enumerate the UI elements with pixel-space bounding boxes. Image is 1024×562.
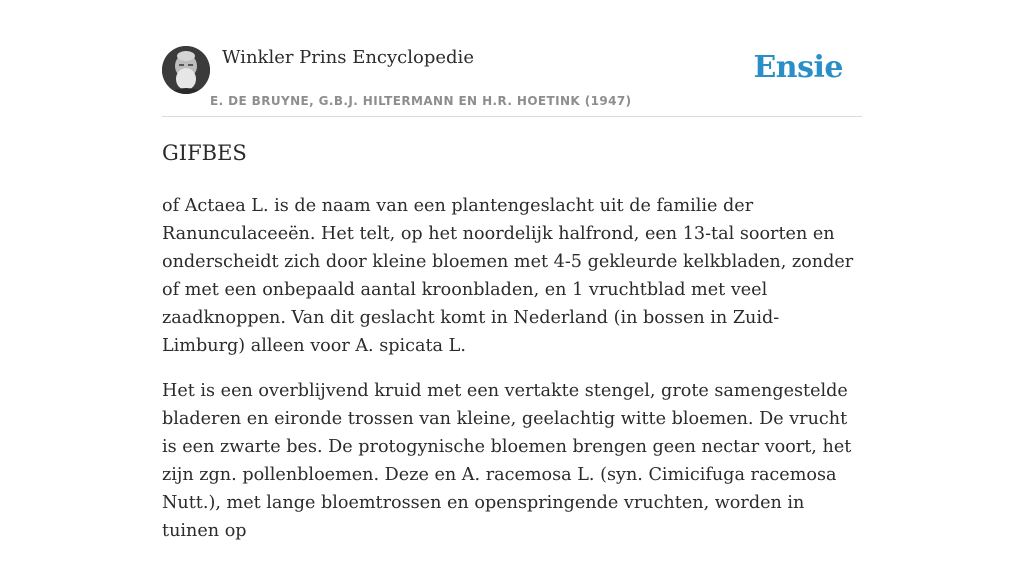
- source-title[interactable]: Winkler Prins Encyclopedie: [222, 47, 474, 68]
- source-authors: E. DE BRUYNE, G.B.J. HILTERMANN EN H.R. HOETINK (1947): [210, 94, 632, 108]
- article-title: GIFBES: [162, 141, 247, 165]
- portrait-image: [162, 46, 210, 94]
- source-header: [162, 46, 862, 117]
- ensie-logo[interactable]: Ensie: [753, 50, 843, 85]
- author-portrait: [162, 46, 210, 94]
- article-paragraph: of Actaea L. is de naam van een plantengeslacht uit de familie der Ranunculaceeën. Het telt, op het noordelijk halfrond, een 13-tal soorten en onderscheidt zich door kleine bloemen met 4-5 gekleurde kelkbladen, zonder of met een onbepaald aantal kroonbladen, en 1 vruchtblad met veel zaadknoppen. Van dit geslacht komt in Nederland (in bossen in Zuid-Limburg) alleen voor A. spicata L.: [162, 196, 854, 356]
- article-body: [162, 192, 862, 562]
- article-paragraph: Het is een overblijvend kruid met een vertakte stengel, grote samengestelde bladeren en eironde trossen van kleine, geelachtig witte bloemen. De vrucht is een zwarte bes. De protogynische bloemen brengen geen nectar voort, het zijn zgn. pollenbloemen. Deze en A. racemosa L. (syn. Cimicifuga racemosa Nutt.), met lange bloemtrossen en openspringende vruchten, worden in tuinen op: [162, 381, 852, 541]
